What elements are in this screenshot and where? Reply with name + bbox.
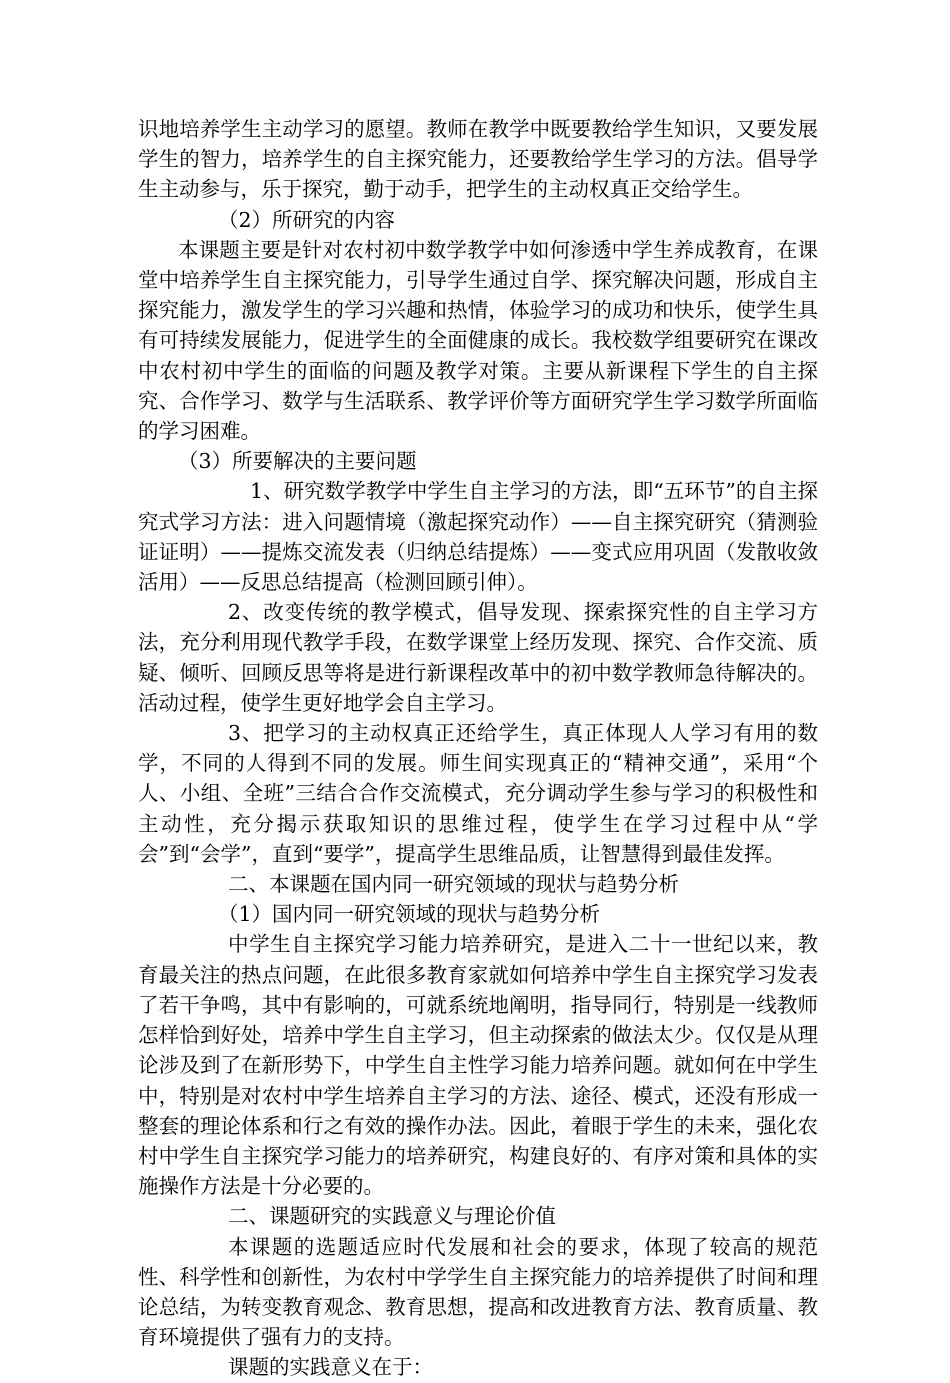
heading-research-content: （2）所研究的内容	[218, 207, 396, 232]
document-page	[138, 114, 818, 1383]
paragraph-practical-significance: 本课题的选题适应时代发展和社会的要求，体现了较高的规范性、科学性和创新性，为农村中学学生自主探究能力的培养提供了时间和理论总结，为转变教育观念、教育思想，提高和改进教育方法、教育质量、教育环境提供了强有力的支持。	[138, 1234, 818, 1350]
heading-domestic-status: 二、本课题在国内同一研究领域的现状与趋势分析	[228, 872, 679, 897]
paragraph-domestic-status: 中学生自主探究学习能力培养研究，是进入二十一世纪以来，教育最关注的热点问题，在此很多教育家就如何培养中学生自主探究学习发表了若干争鸣，其中有影响的，可就系统地阐明，指导同行，特别是一线教师怎样恰到好处，培养中学生自主学习，但主动探索的做法太少。仅仅是从理论涉及到了在新形势下，中学生自主性学习能力培养问题。就如何在中学生中，特别是对农村中学生培养自主学习的方法、途径、模式，还没有形成一整套的理论体系和行之有效的操作办法。因此，着眼于学生的未来，强化农村中学生自主探究学习能力的培养研究，构建良好的、有序对策和具体的实施操作方法是十分必要的。	[138, 932, 818, 1199]
heading-practical-significance: 二、课题研究的实践意义与理论价值	[228, 1204, 556, 1229]
paragraph-problem-1: 1、研究数学教学中学生自主学习的方法，即“五环节”的自主探究式学习方法：进入问题情境（激起探究动作）——自主探究研究（猜测验证证明）——提炼交流发表（归纳总结提炼）——变式应用巩固（发散收敛活用）——反思总结提高（检测回顾引伸）。	[138, 479, 818, 595]
subheading-domestic-status: （1）国内同一研究领域的现状与趋势分析	[218, 902, 601, 927]
paragraph-intro-continuation: 识地培养学生主动学习的愿望。教师在教学中既要教给学生知识，又要发展学生的智力，培养学生的自主探究能力，还要教给学生学习的方法。倡导学生主动参与，乐于探究，勤于动手，把学生的主动权真正交给学生。	[138, 117, 818, 202]
heading-main-problems: （3）所要解决的主要问题	[178, 449, 417, 474]
paragraph-problem-3: 3、把学习的主动权真正还给学生，真正体现人人学习有用的数学，不同的人得到不同的发展。师生间实现真正的“精神交通”，采用“个人、小组、全班”三结合合作交流模式，充分调动学生参与学习的积极性和主动性，充分揭示获取知识的思维过程，使学生在学习过程中从“学会”到“会学”，直到“要学”，提高学生思维品质，让智慧得到最佳发挥。	[138, 721, 818, 866]
paragraph-practical-meaning-lead: 课题的实践意义在于：	[228, 1355, 433, 1380]
paragraph-problem-2: 2、改变传统的教学模式，倡导发现、探索探究性的自主学习方法，充分利用现代教学手段，在数学课堂上经历发现、探究、合作交流、质疑、倾听、回顾反思等将是进行新课程改革中的初中数学教师急待解决的。活动过程，使学生更好地学会自主学习。	[138, 600, 818, 715]
paragraph-research-content: 本课题主要是针对农村初中数学教学中如何渗透中学生养成教育，在课堂中培养学生自主探究能力，引导学生通过自学、探究解决问题，形成自主探究能力，激发学生的学习兴趣和热情，体验学习的成功和快乐，使学生具有可持续发展能力，促进学生的全面健康的成长。我校数学组要研究在课改中农村初中学生的面临的问题及教学对策。主要从新课程下学生的自主探究、合作学习、数学与生活联系、教学评价等方面研究学生学习数学所面临的学习困难。	[138, 237, 818, 444]
